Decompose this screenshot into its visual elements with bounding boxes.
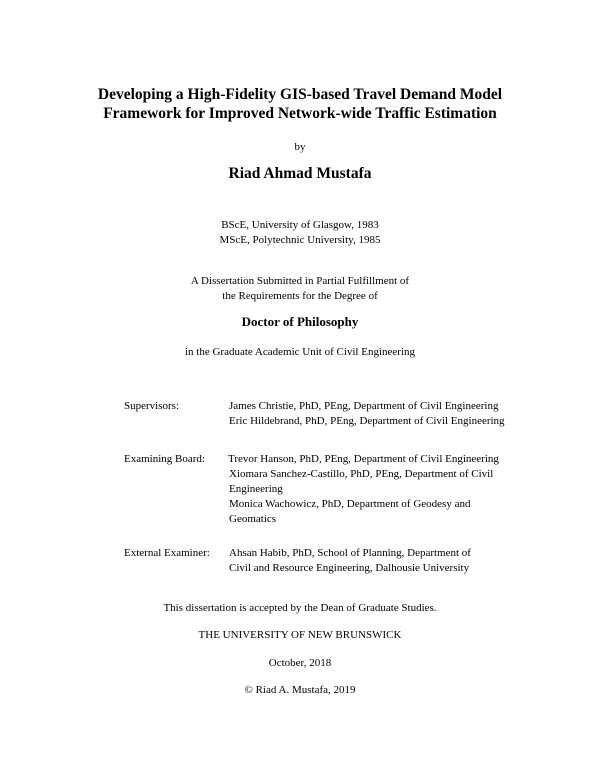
- external-examiner-label: External Examiner:: [124, 547, 210, 559]
- by-label: by: [294, 141, 306, 153]
- external-examiner-line-2: Civil and Resource Engineering, Dalhousie University: [229, 562, 470, 574]
- submission-line-1: A Dissertation Submitted in Partial Fulfillment of: [190, 275, 410, 287]
- supervisors-list: [229, 399, 505, 429]
- supervisor-1: James Christie, PhD, PEng, Department of Civil Engineering: [229, 400, 499, 412]
- external-examiner-line-1: Ahsan Habib, PhD, School of Planning, Department of: [229, 547, 471, 559]
- examining-board-label: Examining Board:: [124, 453, 205, 465]
- submission-date: October, 2018: [268, 657, 332, 669]
- examiner-1: Trevor Hanson, PhD, PEng, Department of Civil Engineering: [228, 453, 499, 465]
- degree-name: Doctor of Philosophy: [241, 314, 359, 329]
- examiner-3-cont: Geomatics: [229, 513, 277, 525]
- copyright-notice: © Riad A. Mustafa, 2019: [244, 684, 356, 696]
- prior-degree-1: BScE, University of Glasgow, 1983: [221, 219, 379, 231]
- university-name: THE UNIVERSITY OF NEW BRUNSWICK: [198, 629, 402, 641]
- thesis-title-line-1: Developing a High-Fidelity GIS-based Travel Demand Model: [97, 86, 503, 103]
- examining-board-list: [229, 452, 499, 527]
- examiner-3: Monica Wachowicz, PhD, Department of Geodesy and: [229, 498, 471, 510]
- supervisor-2: Eric Hildebrand, PhD, PEng, Department of Civil Engineering: [229, 415, 505, 427]
- academic-unit: in the Graduate Academic Unit of Civil Engineering: [184, 346, 416, 358]
- thesis-title: [0, 85, 600, 123]
- examiner-2: Xiomara Sanchez-Castillo, PhD, PEng, Department of Civil: [229, 468, 494, 480]
- supervisors-label: Supervisors:: [124, 400, 179, 412]
- acceptance-statement: This dissertation is accepted by the Dean of Graduate Studies.: [163, 602, 437, 614]
- submission-statement: [0, 274, 600, 304]
- prior-degrees: [0, 218, 600, 248]
- author-name: Riad Ahmad Mustafa: [228, 165, 372, 182]
- thesis-title-line-2: Framework for Improved Network-wide Traffic Estimation: [103, 105, 497, 122]
- external-examiner-list: [229, 546, 471, 576]
- submission-line-2: the Requirements for the Degree of: [222, 290, 378, 302]
- examiner-2-cont: Engineering: [229, 483, 283, 495]
- prior-degree-2: MScE, Polytechnic University, 1985: [219, 234, 381, 246]
